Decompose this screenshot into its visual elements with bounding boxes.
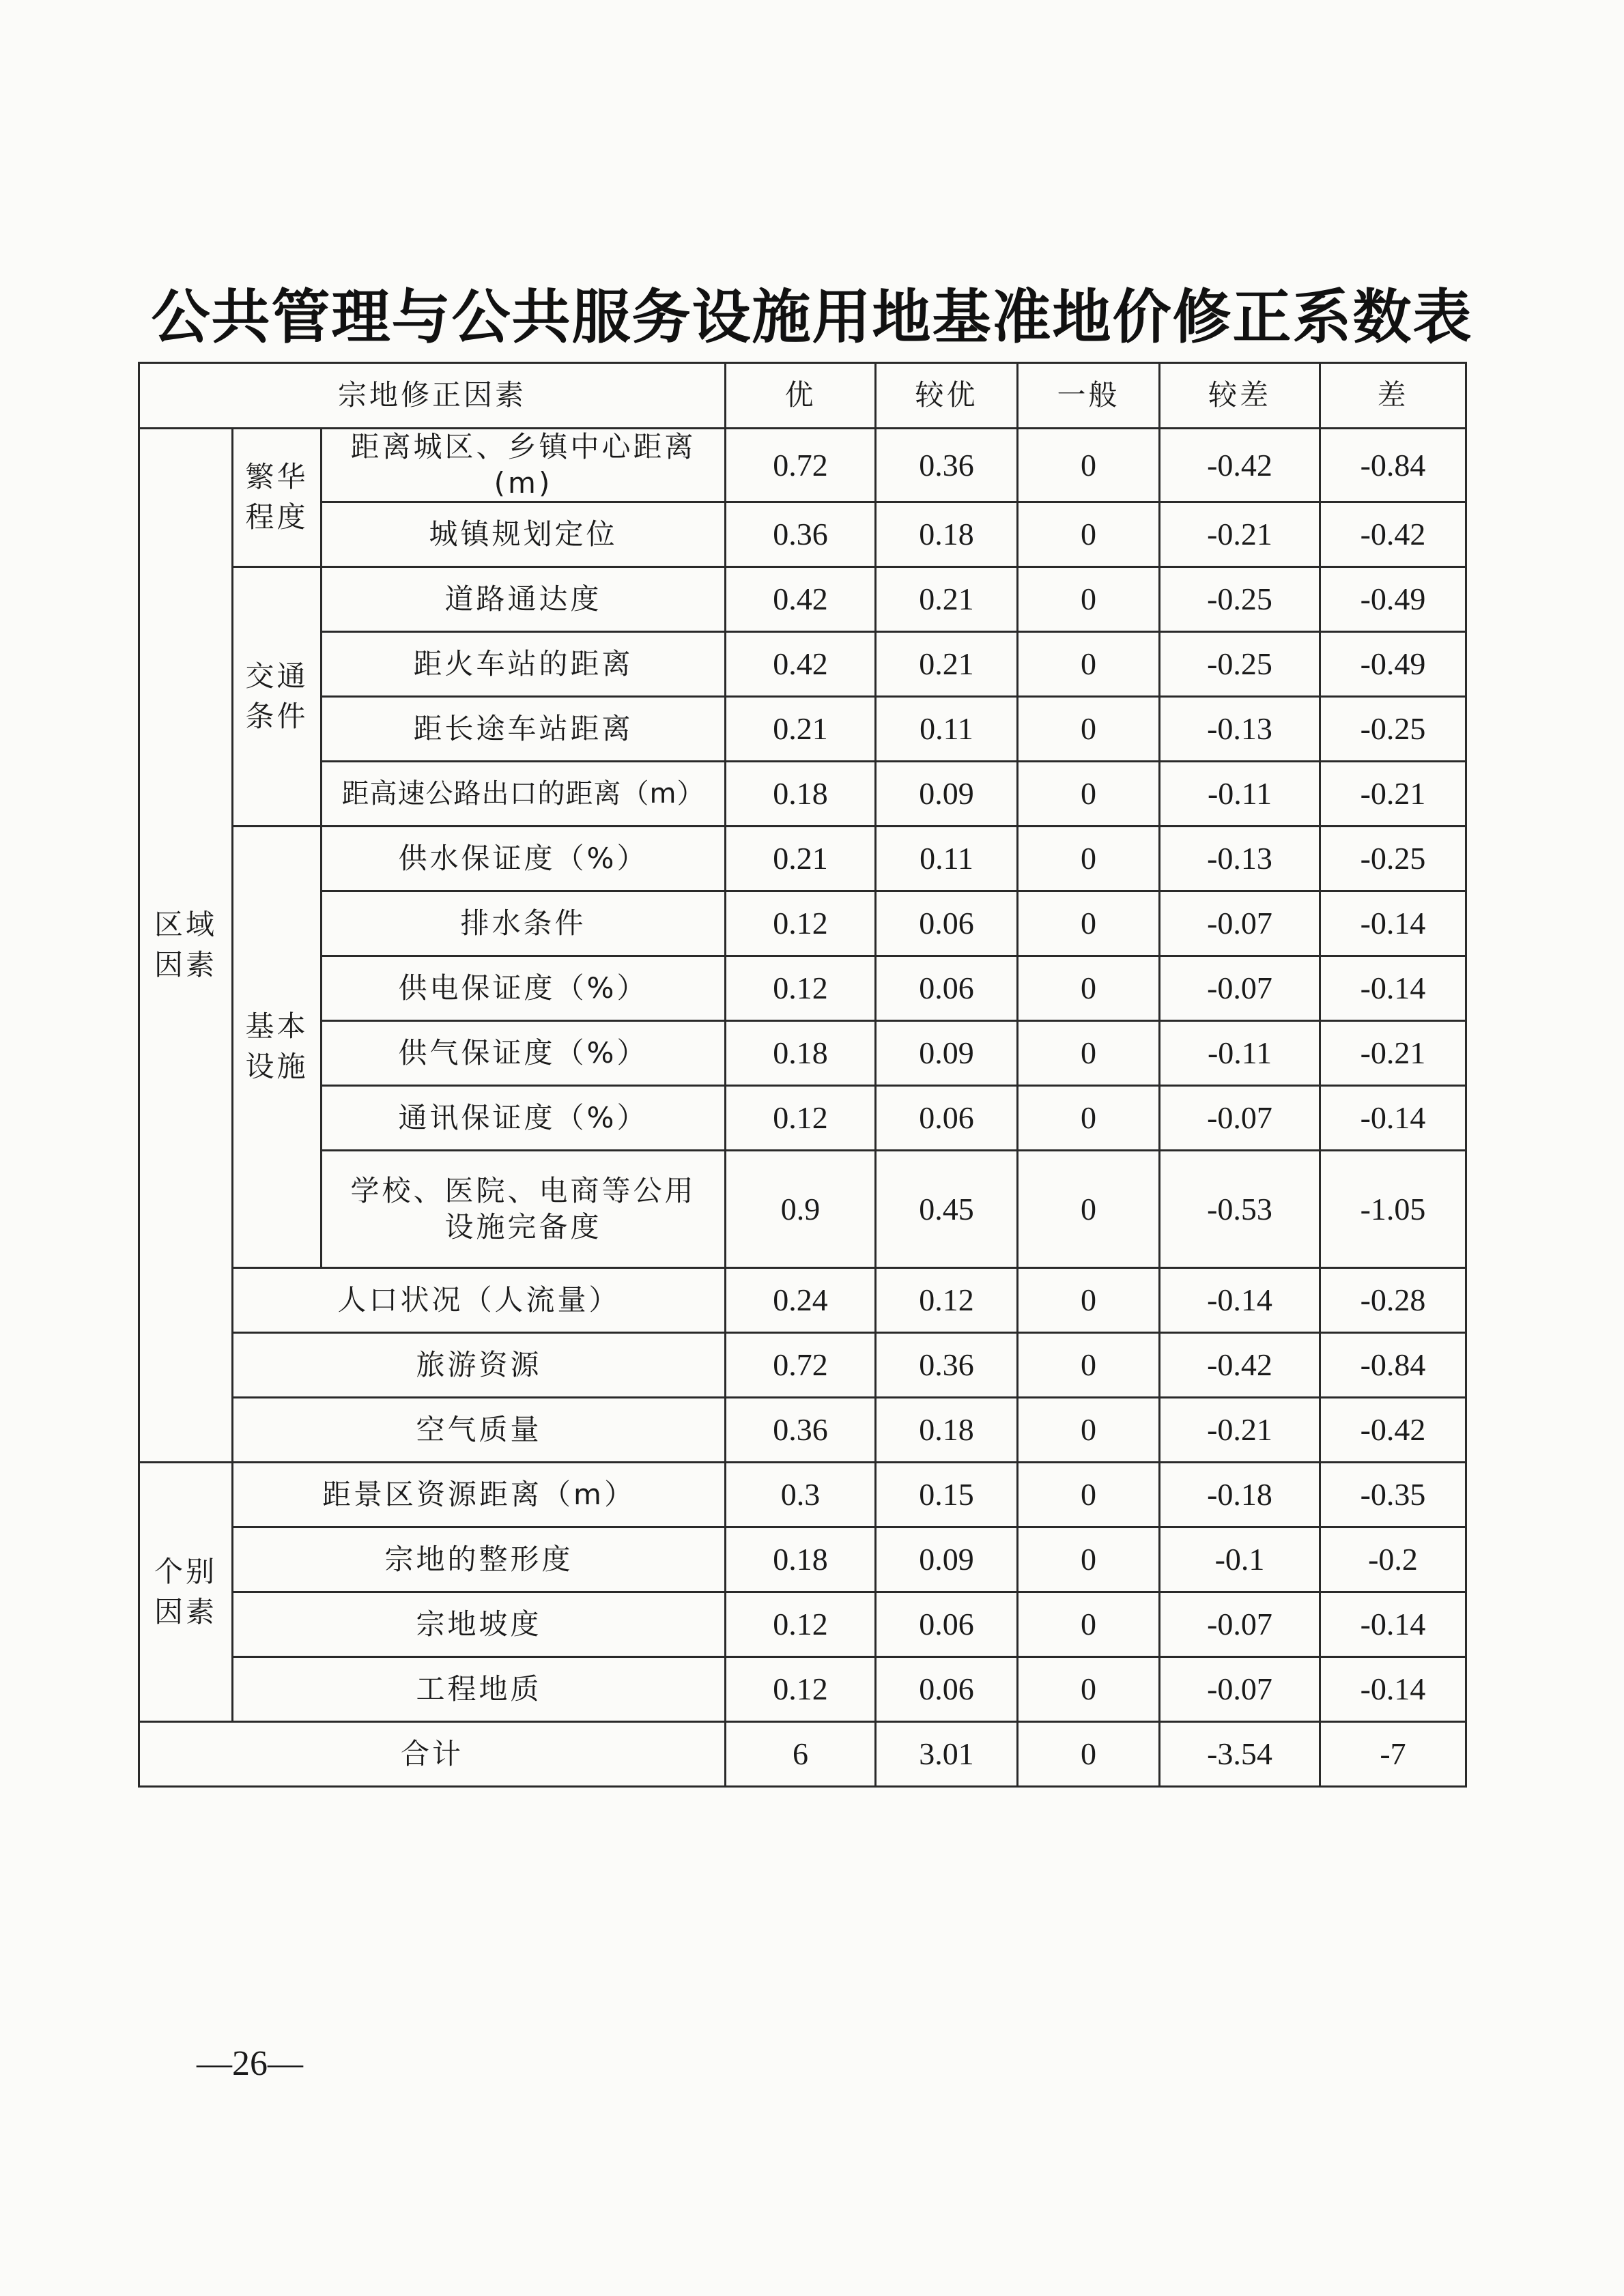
value-cell: -0.53 [1160,1151,1320,1268]
table-row [139,1333,1466,1398]
value-cell: 0.18 [726,762,876,827]
factor-name: 人口状况（人流量） [233,1268,726,1333]
table-row [139,1398,1466,1463]
total-row [139,1722,1466,1787]
table-row [139,567,1466,632]
page-number: —26— [197,2044,303,2083]
total-label: 合计 [139,1722,726,1787]
group-individual-factors: 个别 因素 [139,1463,233,1722]
value-cell: -0.25 [1160,632,1320,697]
table-row [139,1592,1466,1657]
value-cell: 0.24 [726,1268,876,1333]
value-cell: 0 [1018,567,1160,632]
factor-name: 距火车站的距离 [322,632,726,697]
value-cell: -0.21 [1320,762,1466,827]
value-cell: -0.07 [1160,1657,1320,1722]
group-prosperity: 繁华 程度 [233,429,322,567]
value-cell: 0 [1018,632,1160,697]
value-cell: 0 [1018,1463,1160,1527]
factor-name: 工程地质 [233,1657,726,1722]
factor-name: 距长途车站距离 [322,697,726,762]
value-cell: 0.09 [876,762,1018,827]
value-cell: 0 [1018,502,1160,567]
value-cell: 0.18 [876,1398,1018,1463]
header-level: 较优 [876,363,1018,429]
table-row [139,1151,1466,1268]
value-cell: 0.12 [726,1592,876,1657]
value-cell: 0.42 [726,632,876,697]
table-row [139,697,1466,762]
value-cell: -0.2 [1320,1527,1466,1592]
value-cell: -1.05 [1320,1151,1466,1268]
value-cell: -0.11 [1160,762,1320,827]
table-row [139,762,1466,827]
factor-name: 距离城区、乡镇中心距离(m) [322,429,726,502]
value-cell: 0 [1018,827,1160,891]
header-row [139,363,1466,429]
group-traffic: 交通 条件 [233,567,322,827]
total-value: 6 [726,1722,876,1787]
value-cell: 0 [1018,1268,1160,1333]
factor-name: 空气质量 [233,1398,726,1463]
value-cell: 0.9 [726,1151,876,1268]
group-infrastructure: 基本 设施 [233,827,322,1268]
total-value: 0 [1018,1722,1160,1787]
value-cell: -0.14 [1320,891,1466,956]
value-cell: -0.25 [1320,697,1466,762]
total-value: 3.01 [876,1722,1018,1787]
value-cell: -0.14 [1320,1592,1466,1657]
total-value: -3.54 [1160,1722,1320,1787]
value-cell: 0 [1018,1333,1160,1398]
value-cell: -0.42 [1160,429,1320,502]
value-cell: -0.18 [1160,1463,1320,1527]
value-cell: 0.72 [726,429,876,502]
value-cell: 0.3 [726,1463,876,1527]
value-cell: 0.36 [876,429,1018,502]
value-cell: 0.21 [726,827,876,891]
value-cell: -0.42 [1160,1333,1320,1398]
value-cell: 0 [1018,762,1160,827]
value-cell: 0 [1018,1021,1160,1086]
table-row [139,1527,1466,1592]
value-cell: 0 [1018,429,1160,502]
value-cell: 0 [1018,891,1160,956]
value-cell: -0.14 [1320,956,1466,1021]
value-cell: 0.06 [876,1086,1018,1151]
table-row [139,1021,1466,1086]
factor-name: 学校、医院、电商等公用 设施完备度 [322,1151,726,1268]
value-cell: 0.11 [876,697,1018,762]
table-row [139,1657,1466,1722]
value-cell: 0.21 [876,567,1018,632]
value-cell: -0.84 [1320,429,1466,502]
value-cell: -0.1 [1160,1527,1320,1592]
correction-coefficient-table [138,362,1467,1788]
value-cell: -0.25 [1160,567,1320,632]
factor-name: 宗地的整形度 [233,1527,726,1592]
table-row [139,502,1466,567]
value-cell: 0 [1018,1527,1160,1592]
table-row [139,429,1466,502]
value-cell: -0.21 [1160,1398,1320,1463]
value-cell: 0.36 [726,502,876,567]
value-cell: -0.07 [1160,1086,1320,1151]
value-cell: 0.18 [726,1527,876,1592]
value-cell: 0.15 [876,1463,1018,1527]
value-cell: -0.21 [1160,502,1320,567]
value-cell: 0.12 [726,956,876,1021]
value-cell: -0.14 [1160,1268,1320,1333]
factor-name: 城镇规划定位 [322,502,726,567]
factor-name: 道路通达度 [322,567,726,632]
table-row [139,1463,1466,1527]
value-cell: -0.49 [1320,567,1466,632]
factor-name: 供电保证度（%） [322,956,726,1021]
value-cell: 0.12 [726,891,876,956]
value-cell: -0.21 [1320,1021,1466,1086]
value-cell: 0.11 [876,827,1018,891]
table-row [139,1086,1466,1151]
value-cell: 0 [1018,697,1160,762]
factor-name: 宗地坡度 [233,1592,726,1657]
header-level: 一般 [1018,363,1160,429]
factor-name: 旅游资源 [233,1333,726,1398]
factor-name: 距高速公路出口的距离（m） [322,762,726,827]
header-level: 较差 [1160,363,1320,429]
value-cell: -0.42 [1320,502,1466,567]
value-cell: 0.21 [876,632,1018,697]
value-cell: -0.14 [1320,1657,1466,1722]
value-cell: -0.07 [1160,1592,1320,1657]
value-cell: 0.06 [876,891,1018,956]
value-cell: -0.11 [1160,1021,1320,1086]
value-cell: 0.06 [876,1657,1018,1722]
header-factor: 宗地修正因素 [139,363,726,429]
value-cell: 0 [1018,1592,1160,1657]
value-cell: 0 [1018,1398,1160,1463]
value-cell: 0.72 [726,1333,876,1398]
factor-name: 通讯保证度（%） [322,1086,726,1151]
value-cell: 0.36 [726,1398,876,1463]
factor-name: 供气保证度（%） [322,1021,726,1086]
value-cell: 0 [1018,956,1160,1021]
value-cell: 0.09 [876,1527,1018,1592]
value-cell: -0.49 [1320,632,1466,697]
factor-name: 供水保证度（%） [322,827,726,891]
value-cell: 0.09 [876,1021,1018,1086]
value-cell: -0.25 [1320,827,1466,891]
value-cell: 0 [1018,1657,1160,1722]
factor-name: 排水条件 [322,891,726,956]
value-cell: 0.12 [726,1657,876,1722]
table-row [139,956,1466,1021]
page-title: 公共管理与公共服务设施用地基准地价修正系数表 [151,283,1473,351]
value-cell: -0.07 [1160,956,1320,1021]
group-regional-factors: 区域 因素 [139,429,233,1463]
table-row [139,891,1466,956]
value-cell: -0.35 [1320,1463,1466,1527]
total-value: -7 [1320,1722,1466,1787]
table-row [139,827,1466,891]
value-cell: 0.21 [726,697,876,762]
value-cell: 0.06 [876,956,1018,1021]
value-cell: -0.07 [1160,891,1320,956]
value-cell: 0.18 [876,502,1018,567]
table-row [139,1268,1466,1333]
value-cell: 0.36 [876,1333,1018,1398]
value-cell: -0.84 [1320,1333,1466,1398]
value-cell: 0.18 [726,1021,876,1086]
table-row [139,632,1466,697]
value-cell: -0.13 [1160,697,1320,762]
value-cell: 0.12 [876,1268,1018,1333]
value-cell: 0.45 [876,1151,1018,1268]
value-cell: 0 [1018,1151,1160,1268]
header-level: 优 [726,363,876,429]
value-cell: 0.06 [876,1592,1018,1657]
factor-name: 距景区资源距离（m） [233,1463,726,1527]
value-cell: 0.12 [726,1086,876,1151]
value-cell: -0.13 [1160,827,1320,891]
value-cell: -0.42 [1320,1398,1466,1463]
value-cell: -0.28 [1320,1268,1466,1333]
header-level: 差 [1320,363,1466,429]
value-cell: 0.42 [726,567,876,632]
value-cell: -0.14 [1320,1086,1466,1151]
value-cell: 0 [1018,1086,1160,1151]
